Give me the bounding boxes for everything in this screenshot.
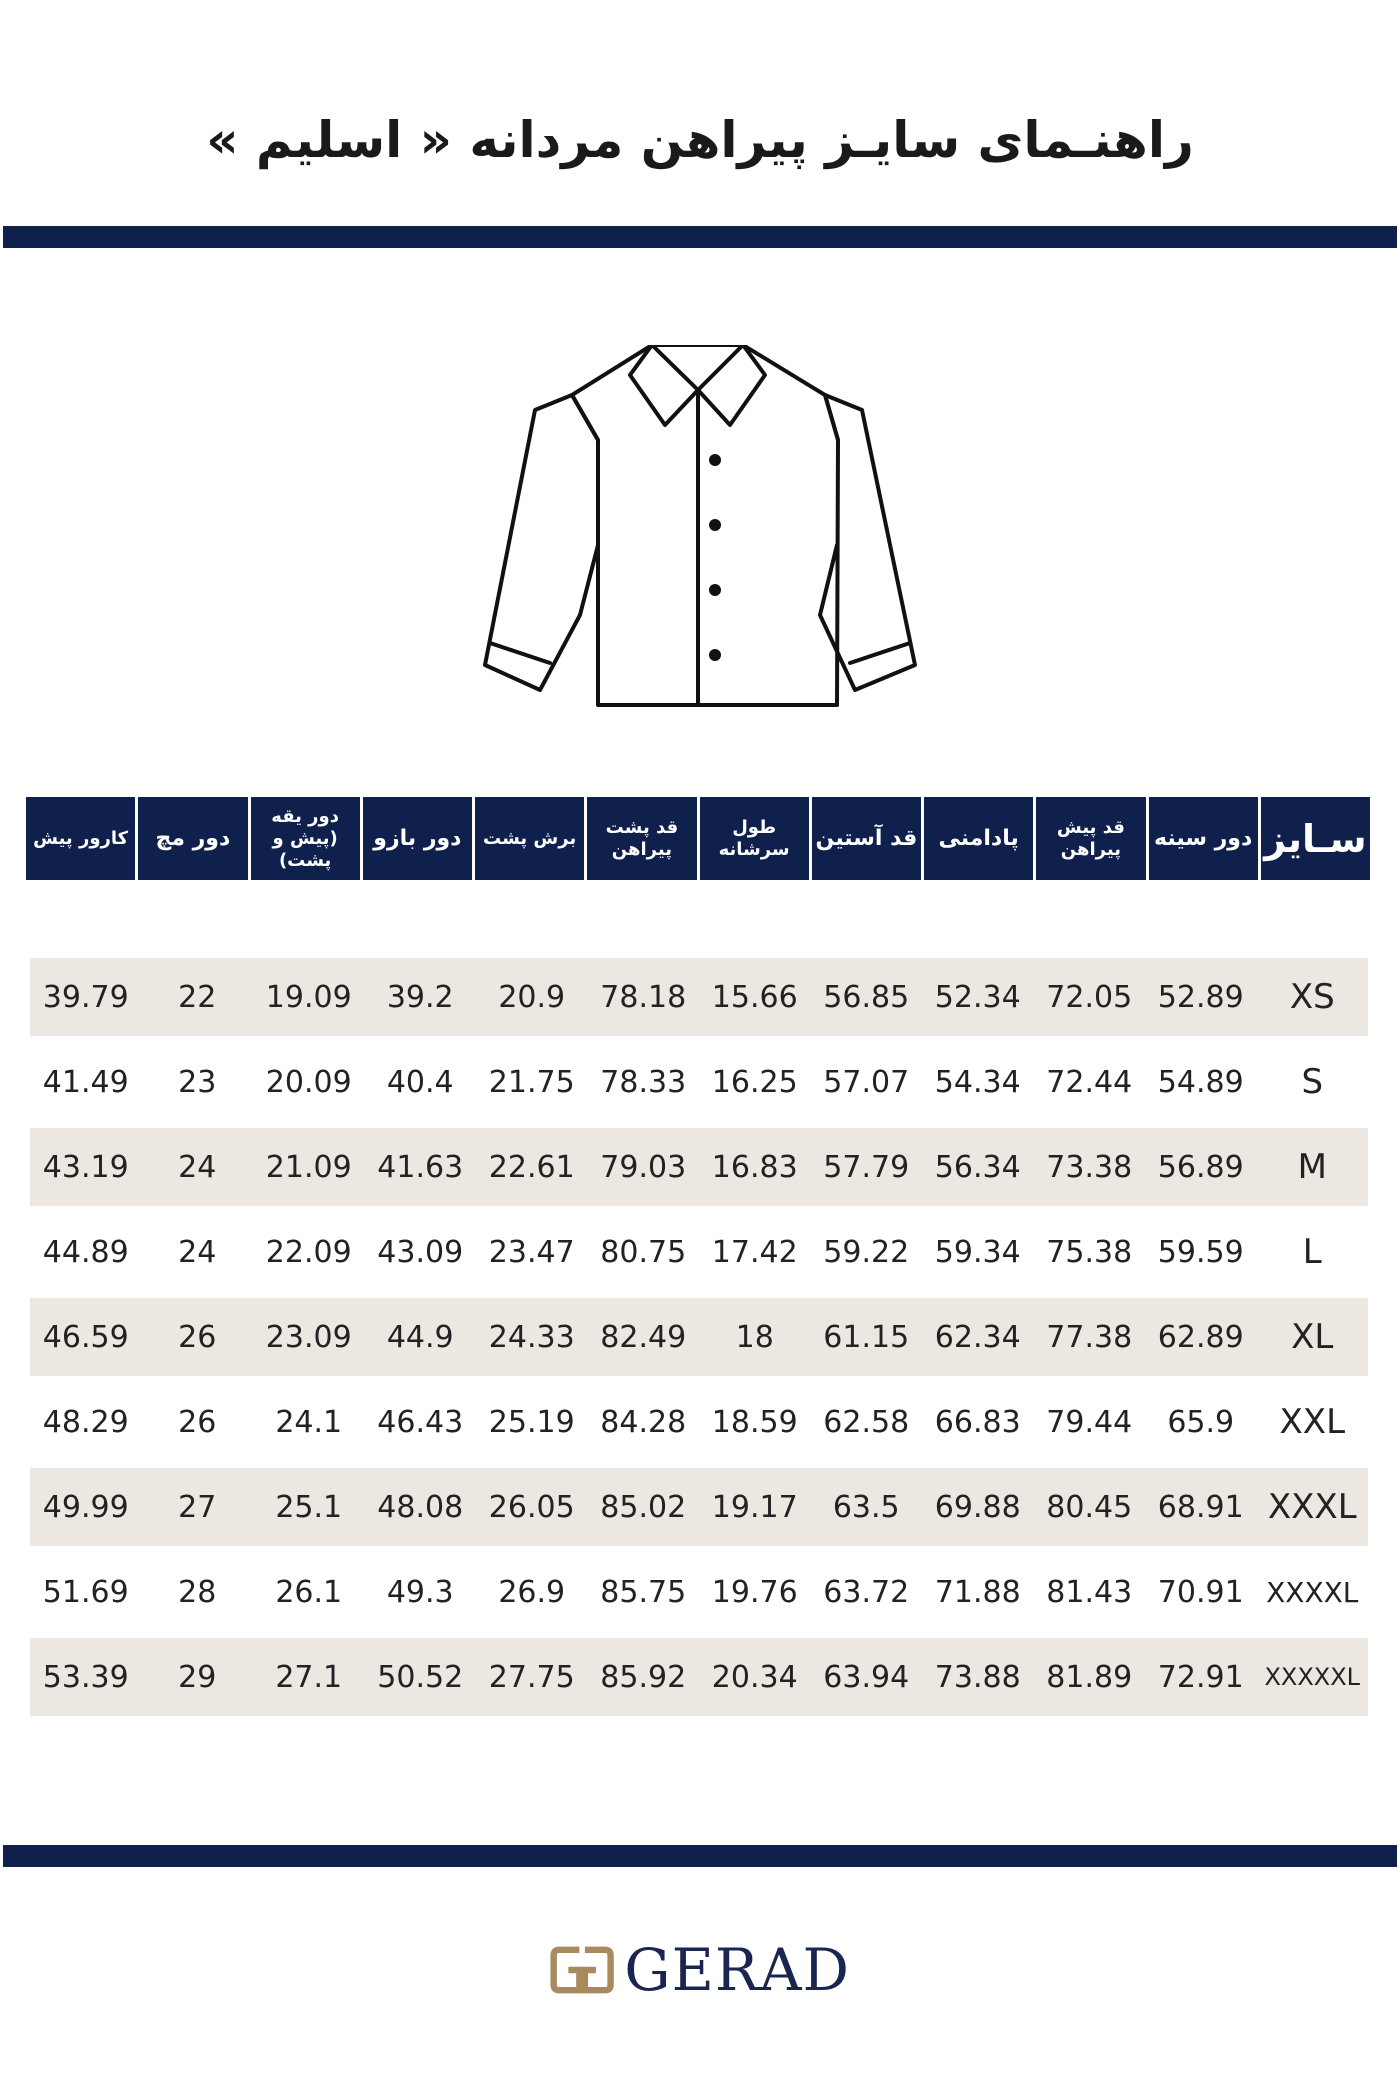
table-row [30, 1468, 1368, 1546]
cell-cuff: 27 [178, 1489, 217, 1525]
cell-shoulder: 19.17 [711, 1489, 798, 1525]
cell-hem: 52.34 [934, 979, 1021, 1015]
header-chest: دور سینه [1149, 797, 1258, 880]
cell-shoulder: 18.59 [711, 1404, 798, 1440]
cell-front-work: 46.59 [42, 1319, 129, 1355]
cell-back-cut: 21.75 [488, 1064, 575, 1100]
cell-back-cut: 22.61 [488, 1149, 575, 1185]
cell-back-cut: 24.33 [488, 1319, 575, 1355]
table-row [30, 958, 1368, 1036]
cell-cuff: 28 [178, 1574, 217, 1610]
table-row [30, 1043, 1368, 1121]
cell-chest: 54.89 [1157, 1064, 1244, 1100]
cell-cuff: 29 [178, 1659, 217, 1695]
cell-hem: 69.88 [934, 1489, 1021, 1525]
cell-back-cut: 25.19 [488, 1404, 575, 1440]
cell-sleeve-length: 57.07 [823, 1064, 910, 1100]
cell-chest: 65.9 [1167, 1404, 1235, 1440]
cell-front-length: 80.45 [1046, 1489, 1133, 1525]
cell-arm: 49.3 [386, 1574, 454, 1610]
table-row [30, 1383, 1368, 1461]
gerad-logo-icon [550, 1942, 614, 1998]
cell-back-length: 84.28 [600, 1404, 687, 1440]
cell-cuff: 22 [178, 979, 217, 1015]
cell-shoulder: 20.34 [711, 1659, 798, 1695]
brand-name: GERAD [624, 1936, 850, 2004]
row-size: M [1297, 1147, 1327, 1187]
cell-sleeve-length: 62.58 [823, 1404, 910, 1440]
cell-arm: 48.08 [377, 1489, 464, 1525]
table-header [26, 797, 1370, 880]
cell-cuff: 24 [178, 1234, 217, 1270]
table-row [30, 1553, 1368, 1631]
cell-chest: 52.89 [1157, 979, 1244, 1015]
row-size: XXXXXL [1264, 1663, 1361, 1691]
cell-chest: 70.91 [1157, 1574, 1244, 1610]
cell-back-length: 82.49 [600, 1319, 687, 1355]
cell-back-cut: 26.9 [498, 1574, 566, 1610]
cell-sleeve-length: 63.72 [823, 1574, 910, 1610]
cell-back-length: 85.02 [600, 1489, 687, 1525]
cell-arm: 50.52 [377, 1659, 464, 1695]
header-size: سـایز [1261, 797, 1370, 880]
cell-shoulder: 15.66 [711, 979, 798, 1015]
cell-back-length: 85.92 [600, 1659, 687, 1695]
cell-hem: 54.34 [934, 1064, 1021, 1100]
cell-arm: 40.4 [386, 1064, 454, 1100]
top-divider [3, 226, 1397, 248]
cell-front-length: 81.89 [1046, 1659, 1133, 1695]
header-back-length: قد پشت پیراهن [587, 797, 696, 880]
cell-front-length: 72.44 [1046, 1064, 1133, 1100]
row-size: S [1301, 1062, 1324, 1102]
cell-front-work: 48.29 [42, 1404, 129, 1440]
cell-front-length: 72.05 [1046, 979, 1133, 1015]
cell-cuff: 24 [178, 1149, 217, 1185]
cell-chest: 68.91 [1157, 1489, 1244, 1525]
header-collar: دور یقه (پیش و پشت) [251, 797, 360, 880]
cell-sleeve-length: 59.22 [823, 1234, 910, 1270]
cell-collar: 20.09 [265, 1064, 352, 1100]
cell-hem: 71.88 [934, 1574, 1021, 1610]
cell-collar: 27.1 [275, 1659, 343, 1695]
cell-front-work: 43.19 [42, 1149, 129, 1185]
cell-chest: 56.89 [1157, 1149, 1244, 1185]
header-back-cut: برش پشت [475, 797, 584, 880]
cell-shoulder: 16.25 [711, 1064, 798, 1100]
cell-front-length: 77.38 [1046, 1319, 1133, 1355]
cell-arm: 44.9 [386, 1319, 454, 1355]
cell-sleeve-length: 57.79 [823, 1149, 910, 1185]
cell-arm: 43.09 [377, 1234, 464, 1270]
cell-hem: 59.34 [934, 1234, 1021, 1270]
cell-cuff: 23 [178, 1064, 217, 1100]
cell-back-cut: 20.9 [498, 979, 566, 1015]
cell-shoulder: 16.83 [711, 1149, 798, 1185]
cell-hem: 56.34 [934, 1149, 1021, 1185]
cell-sleeve-length: 63.5 [832, 1489, 900, 1525]
cell-collar: 25.1 [275, 1489, 343, 1525]
cell-arm: 46.43 [377, 1404, 464, 1440]
row-size: L [1302, 1232, 1322, 1272]
cell-front-length: 79.44 [1046, 1404, 1133, 1440]
row-size: XXL [1279, 1402, 1346, 1442]
row-size: XL [1291, 1317, 1334, 1357]
table-row [30, 1638, 1368, 1716]
cell-cuff: 26 [178, 1319, 217, 1355]
cell-front-length: 75.38 [1046, 1234, 1133, 1270]
header-shoulder: طول سرشانه [700, 797, 809, 880]
cell-back-length: 80.75 [600, 1234, 687, 1270]
header-hem: پادامنی [924, 797, 1033, 880]
cell-back-cut: 23.47 [488, 1234, 575, 1270]
cell-sleeve-length: 63.94 [823, 1659, 910, 1695]
header-arm: دور بازو [363, 797, 472, 880]
cell-collar: 24.1 [275, 1404, 343, 1440]
page-title: راهنـمای سایـز پیراهن مردانه « اسلیم » [206, 111, 1194, 169]
cell-front-work: 53.39 [42, 1659, 129, 1695]
row-size: XXXL [1267, 1487, 1357, 1527]
cell-shoulder: 18 [735, 1319, 774, 1355]
cell-sleeve-length: 61.15 [823, 1319, 910, 1355]
row-size: XXXXL [1266, 1575, 1359, 1609]
cell-front-work: 44.89 [42, 1234, 129, 1270]
cell-collar: 19.09 [265, 979, 352, 1015]
cell-arm: 39.2 [386, 979, 454, 1015]
table-row [30, 1128, 1368, 1206]
cell-back-length: 78.33 [600, 1064, 687, 1100]
cell-front-work: 51.69 [42, 1574, 129, 1610]
bottom-divider [3, 1845, 1397, 1867]
header-cuff: دور مچ [138, 797, 247, 880]
cell-chest: 62.89 [1157, 1319, 1244, 1355]
cell-cuff: 26 [178, 1404, 217, 1440]
table-row [30, 1298, 1368, 1376]
cell-shoulder: 19.76 [711, 1574, 798, 1610]
size-table [30, 958, 1368, 1723]
cell-front-work: 49.99 [42, 1489, 129, 1525]
cell-hem: 62.34 [934, 1319, 1021, 1355]
shirt-icon [480, 345, 920, 715]
cell-collar: 23.09 [265, 1319, 352, 1355]
brand-logo [550, 1935, 850, 2005]
cell-back-length: 79.03 [600, 1149, 687, 1185]
table-row [30, 1213, 1368, 1291]
cell-back-cut: 27.75 [488, 1659, 575, 1695]
cell-collar: 22.09 [265, 1234, 352, 1270]
cell-collar: 26.1 [275, 1574, 343, 1610]
cell-chest: 59.59 [1157, 1234, 1244, 1270]
cell-front-work: 39.79 [42, 979, 129, 1015]
header-front-work: کارور پیش [26, 797, 135, 880]
cell-sleeve-length: 56.85 [823, 979, 910, 1015]
cell-back-length: 78.18 [600, 979, 687, 1015]
cell-back-cut: 26.05 [488, 1489, 575, 1525]
cell-hem: 66.83 [934, 1404, 1021, 1440]
header-front-length: قد پیش پیراهن [1036, 797, 1145, 880]
cell-front-work: 41.49 [42, 1064, 129, 1100]
cell-front-length: 73.38 [1046, 1149, 1133, 1185]
cell-collar: 21.09 [265, 1149, 352, 1185]
cell-hem: 73.88 [934, 1659, 1021, 1695]
cell-shoulder: 17.42 [711, 1234, 798, 1270]
cell-front-length: 81.43 [1046, 1574, 1133, 1610]
cell-chest: 72.91 [1157, 1659, 1244, 1695]
header-sleeve-length: قد آستین [812, 797, 921, 880]
cell-back-length: 85.75 [600, 1574, 687, 1610]
row-size: XS [1289, 977, 1335, 1017]
cell-arm: 41.63 [377, 1149, 464, 1185]
